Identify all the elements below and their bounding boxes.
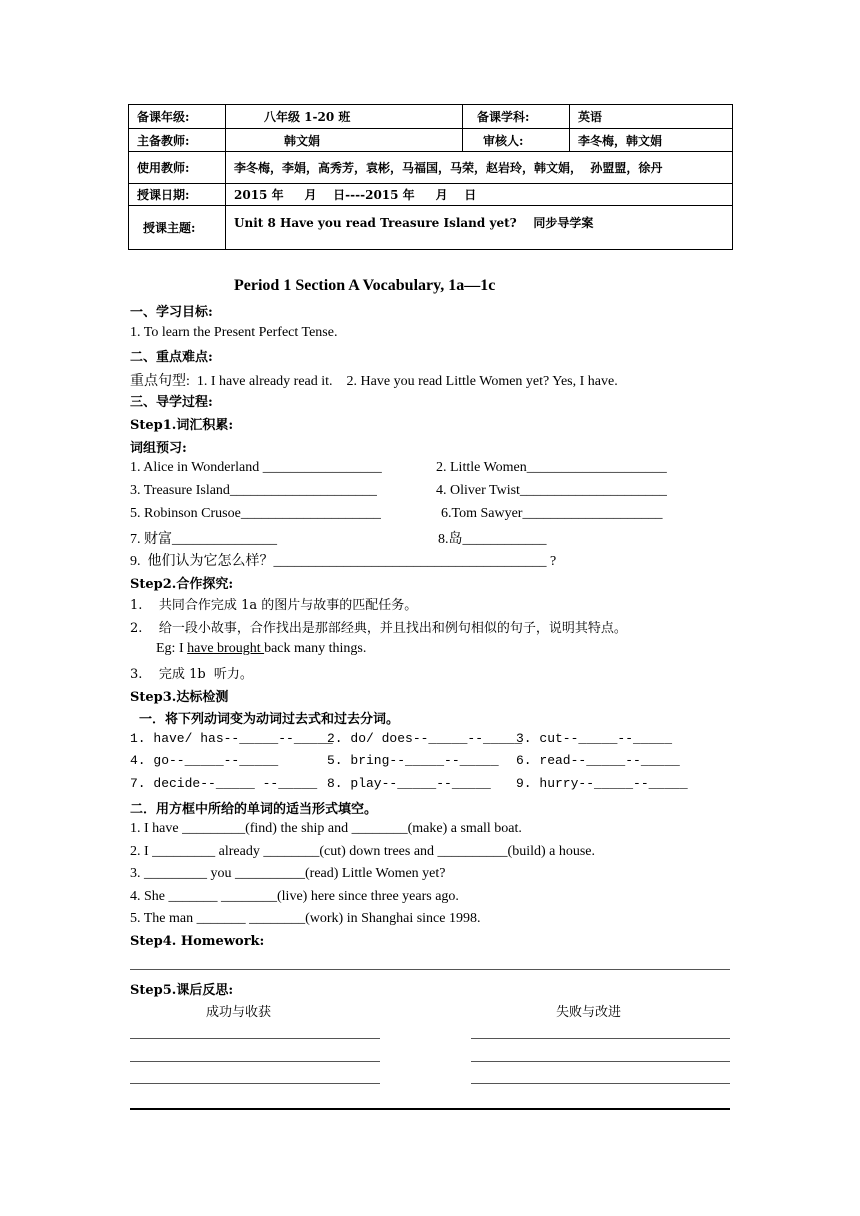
reviewer-value: 李冬梅，韩文娟 [570,129,733,152]
fill-item: 5. The man _______ ________(work) in Shanghai since 1998. [130,911,481,926]
verb-item: 9. hurry--_____--_____ [516,776,688,791]
subject-label: 备课学科: [463,105,570,129]
verb-item: 2. do/ does--_____--_____ [327,731,523,746]
vocab-item: 3. Treasure Island_____________________ [130,483,377,498]
reflection-line [130,1038,380,1039]
date-value: 2015 年 月 日----2015 年 月 日 [226,184,733,206]
step4-heading: Step4. Homework: [130,934,265,949]
example-underlined-phrase: have brought [187,641,265,656]
fill-item: 1. I have _________(find) the ship and ________(make) a small boat. [130,821,522,836]
step2-item: 3. 完成 1b 听力。 [130,667,253,682]
verb-item: 8. play--_____--_____ [327,776,491,791]
key-points-item: 重点句型: 1. I have already read it. 2. Have you read Little Women yet? Yes, I have. [130,374,618,389]
fill-item: 4. She _______ ________(live) here since three years ago. [130,889,459,904]
lead-teacher-label: 主备教师: [129,129,226,152]
section-objectives-heading: 一、学习目标: [130,305,213,320]
verb-item: 6. read--_____--_____ [516,753,680,768]
fill-item: 3. _________ you __________(read) Little Women yet? [130,866,446,881]
users-label: 使用教师: [129,152,226,184]
reflection-left-heading: 成功与收获 [206,1005,272,1020]
section-key-points-heading: 二、重点难点: [130,350,213,365]
step1-heading: Step1.词汇积累: [130,418,234,433]
homework-line [130,969,730,970]
objective-item: 1. To learn the Present Perfect Tense. [130,325,338,340]
section-process-heading: 三、导学过程: [130,395,213,410]
header-table [128,104,733,250]
verb-item: 3. cut--_____--_____ [516,731,673,746]
step1-subheading: 词组预习: [130,441,187,456]
step5-heading: Step5.课后反思: [130,983,234,998]
vocab-item: 4. Oliver Twist_____________________ [436,483,667,498]
verb-item: 1. have/ has--_____--_____ [130,731,333,746]
users-value: 李冬梅，李娟，高秀芳，袁彬，马福国，马荣，赵岩玲，韩文娟， 孙盟盟，徐丹 [226,152,733,184]
vocab-item: 7. 财富_______________ [130,532,277,547]
verb-item: 7. decide--_____ --_____ [130,776,318,791]
topic-value: Unit 8 Have you read Treasure Island yet? 同步导学案 [226,206,733,250]
step2-item: 1. 共同合作完成 1a 的图片与故事的匹配任务。 [130,598,418,613]
vocab-item: 8.岛____________ [438,532,547,547]
vocab-item: 2. Little Women____________________ [436,460,667,475]
verb-item: 4. go--_____--_____ [130,753,279,768]
step2-example: Eg: I have brought back many things. [156,641,367,656]
reflection-line [130,1061,380,1062]
lead-teacher-value: 韩文娟 [226,129,463,152]
step3-part2-heading: 二．用方框中所给的单词的适当形式填空。 [130,802,378,817]
reflection-line [471,1038,730,1039]
reflection-line [130,1083,380,1084]
subject-value: 英语 [570,105,733,129]
vocab-item: 1. Alice in Wonderland _________________ [130,460,382,475]
step3-heading: Step3.达标检测 [130,690,229,705]
fill-item: 2. I _________ already ________(cut) down trees and __________(build) a house. [130,844,596,859]
grade-label: 备课年级: [129,105,226,129]
vocab-item: 9. 他们认为它怎么样？_______________________________________ ? [130,554,557,569]
step2-heading: Step2.合作探究: [130,577,234,592]
grade-value: 八年级 1-20 班 [226,105,463,129]
verb-item: 5. bring--_____--_____ [327,753,499,768]
step3-part1-heading: 一．将下列动词变为动词过去式和过去分词。 [130,712,400,727]
reviewer-label: 审核人: [463,129,570,152]
step2-item: 2. 给一段小故事，合作找出是那部经典，并且找出和例句相似的句子，说明其特点。 [130,621,627,636]
reflection-line [471,1083,730,1084]
date-label: 授课日期: [129,184,226,206]
reflection-line [471,1061,730,1062]
page-title: Period 1 Section A Vocabulary, 1a—1c [234,277,496,294]
vocab-item: 5. Robinson Crusoe____________________ [130,506,381,521]
bottom-rule [130,1108,730,1110]
reflection-right-heading: 失败与改进 [556,1005,622,1020]
topic-label: 授课主题: [129,206,226,250]
vocab-item: 6.Tom Sawyer____________________ [441,506,663,521]
